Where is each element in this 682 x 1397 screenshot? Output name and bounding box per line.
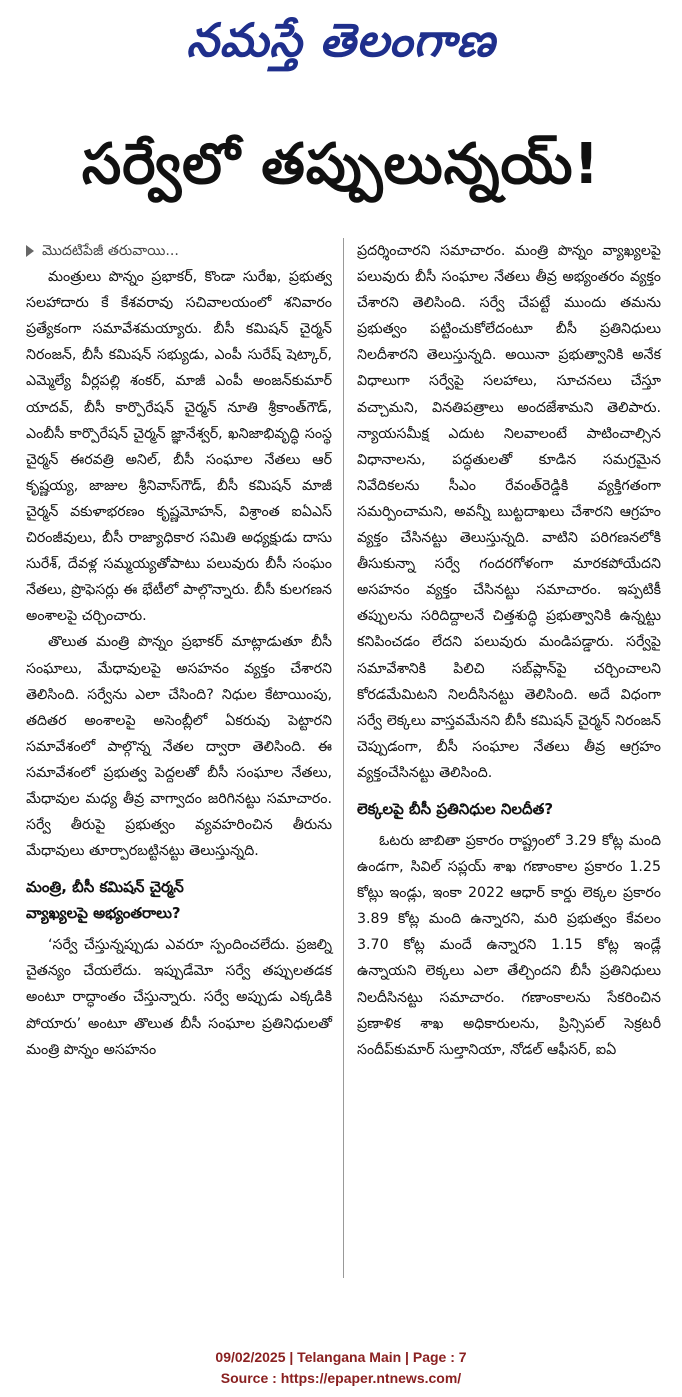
article-column-right (357, 238, 661, 1063)
subheading-line: మంత్రి, బీసీ కమిషన్‌ చైర్మన్‌ (26, 878, 184, 897)
subheading (26, 874, 332, 926)
column-divider (343, 238, 344, 1278)
continued-from-front-page (26, 238, 332, 264)
article-paragraph: ప్రదర్శించారని సమాచారం. మంత్రి పొన్నం వ్యాఖ్యలపై పలువురు బీసీ సంఘాల నేతలు తీవ్ర అభ్యంతరం వ్యక్తం చేశారని తెలిసింది. సర్వే చేపట్టే ముందు తమను ప్రభుత్వం పట్టించుకోలేదంటూ బీసీ ప్రతినిధులు నిలదీశారని తెలుస్తున్నది. అయినా ప్రభుత్వానికి అనేక విధాలుగా సర్వేపై సలహాలు, సూచనలు చేస్తూ వచ్చామని, వినతిపత్రాలు అందజేశామని తెలిపారు. న్యాయసమీక్ష ఎదుట నిలవాలంటే పాటించాల్సిన విధానాలను, పద్ధతులతో కూడిన సమగ్రమైన నివేదికలను సీఎం రేవంత్‌రెడ్డికి వ్యక్తిగతంగా సమర్పించామని, అవన్నీ బుట్టదాఖలు చేశారని ఆగ్రహం వ్యక్తం చేసినట్టు తెలుస్తున్నది. వాటిని పరిగణనలోకి తీసుకున్నా సర్వే గందరగోళంగా మారకపోయేదని అసహనం వ్యక్తం చేసినట్టు సమాచారం. ఇప్పటికీ తప్పులను సరిదిద్దాలనే చిత్తశుద్ధి ప్రభుత్వానికి ఉన్నట్టు కనిపించడం లేదని పలువురు మండిపడ్డారు. సర్వేపై సమావేశానికి పిలిచి సబ్‌ప్లాన్‌పై చర్చించాలని కోరడమేమిటని నిలదీసినట్టు తెలిసింది. అదే విధంగా సర్వే లెక్కలు వాస్తవమేనని బీసీ కమిషన్‌ చైర్మన్‌ నిరంజన్‌ చెప్పుడంగా, బీసీ సంఘాల నేతలు తీవ్ర ఆగ్రహం వ్యక్తంచేసినట్టు తెలిసింది. (357, 243, 661, 781)
article-paragraph: మంత్రులు పొన్నం ప్రభాకర్‌, కొండా సురేఖ, ప్రభుత్వ సలహాదారు కే కేశవరావు సచివాలయంలో శనివారం ప్రత్యేకంగా సమావేశమయ్యారు. బీసీ కమిషన్‌ చైర్మన్‌ నిరంజన్‌, బీసీ కమిషన్‌ సభ్యుడు, ఎంపీ సురేష్‌ షెట్కార్‌, ఎమ్మెల్యే వీర్లపల్లి శంకర్‌, మాజీ ఎంపీ అంజన్‌కుమార్‌ యాదవ్‌, బీసీ కార్పొరేషన్‌ చైర్మన్‌ నూతి శ్రీకాంత్‌గౌడ్‌, ఎంబీసీ కార్పొరేషన్‌ చైర్మన్‌ జ్ఞానేశ్వర్‌, ఖనిజాభివృద్ధి సంస్థ చైర్మన్‌ ఈరవత్రి అనిల్‌, బీసీ సంఘాల నేతలు ఆర్‌ కృష్ణయ్య, జాజుల శ్రీనివాస్‌గౌడ్‌, బీసీ కమిషన్‌ మాజీ చైర్మన్‌ వకుళాభరణం కృష్ణమోహన్‌, విశ్రాంత ఐఏఎస్‌ చిరంజీవులు, బీసీ రాజ్యాధికార సమితి అధ్యక్షుడు దాసు సురేశ్‌, దేవళ్ల సమ్మయ్యతోపాటు పలువురు బీసీ సంఘం నేతలు, ప్రొఫెసర్లు ఈ భేటీలో పాల్గొన్నారు. బీసీ కులగణన అంశాలపై చర్చించారు. (26, 269, 332, 625)
article-column-left (26, 238, 332, 1063)
source-link[interactable]: Source : https://epaper.ntnews.com/ (220, 1370, 462, 1386)
newspaper-logo: నమస్తే తెలంగాణ (186, 13, 496, 67)
jump-label: మొదటిపేజీ తరువాయి... (42, 243, 179, 259)
edition-info: 09/02/2025 | Telangana Main | Page : 7 (215, 1349, 467, 1365)
article-paragraph: తొలుత మంత్రి పొన్నం ప్రభాకర్‌ మాట్లాడుతూ బీసీ సంఘాలు, మేధావులపై అసహనం వ్యక్తం చేశారని తెలిసింది. సర్వేను ఎలా చేసింది? నిధుల కేటాయింపు, తదితర అంశాలపై అసెంబ్లీలో ఏకరువు పెట్టారని సమావేశంలో పాల్గొన్న నేతల ద్వారా తెలిసింది. ఈ సమావేశంలో ప్రభుత్వ పెద్దలతో బీసీ సంఘాల నేతలు, మేధావుల మధ్య తీవ్ర వాగ్వాదం జరిగినట్టు సమాచారం. సర్వే తీరుపై ప్రభుత్వం వ్యవహరించిన తీరును మేధావులు తూర్పారబట్టినట్టు తెలుస్తున్నది. (26, 634, 332, 860)
subheading-line: వ్యాఖ్యలపై అభ్యంతరాలు? (26, 904, 181, 923)
article-paragraph: ‘సర్వే చేస్తున్నప్పుడు ఎవరూ స్పందించలేదు. ప్రజల్ని చైతన్యం చేయలేదు. ఇప్పుడేమో సర్వే తప్పులతడక అంటూ రాద్ధాంతం చేస్తున్నారు. సర్వే అప్పుడు ఎక్కడికి పోయారు’ అంటూ తొలుత బీసీ సంఘాల ప్రతినిధులతో మంత్రి పొన్నం అసహనం (26, 937, 332, 1058)
masthead (0, 8, 682, 78)
headline: సర్వేలో తప్పులున్నయ్‌! (81, 132, 601, 197)
subheading: లెక్కలపై బీసీ ప్రతినిధుల నిలదీత? (357, 799, 554, 818)
chevron-right-icon (26, 245, 34, 257)
article-paragraph: ఓటరు జాబితా ప్రకారం రాష్ట్రంలో 3.29 కోట్ల మంది ఉండగా, సివిల్‌ సప్లయ్‌ శాఖ గణాంకాల ప్రకారం 1.25 కోట్లు ఇండ్లు, ఇంకా 2022 ఆధార్‌ కార్డు లెక్కల ప్రకారం 3.89 కోట్ల మంది ఉన్నారని, మరి ప్రభుత్వం కేవలం 3.70 కోట్ల మందే ఉన్నారని 1.15 కోట్ల ఇండ్లే ఉన్నాయని లెక్కలు ఎలా తేల్చిందని బీసీ ప్రతినిధులు నిలదీసినట్టు సమాచారం. గణాంకాలను సేకరించిన ప్రణాళిక శాఖ అధికారులను, ప్రిన్సిపల్‌ సెక్రటరీ సందీప్‌కుమార్‌ సుల్తానియా, నోడల్‌ ఆఫీసర్‌, ఐఏ (357, 832, 661, 1058)
